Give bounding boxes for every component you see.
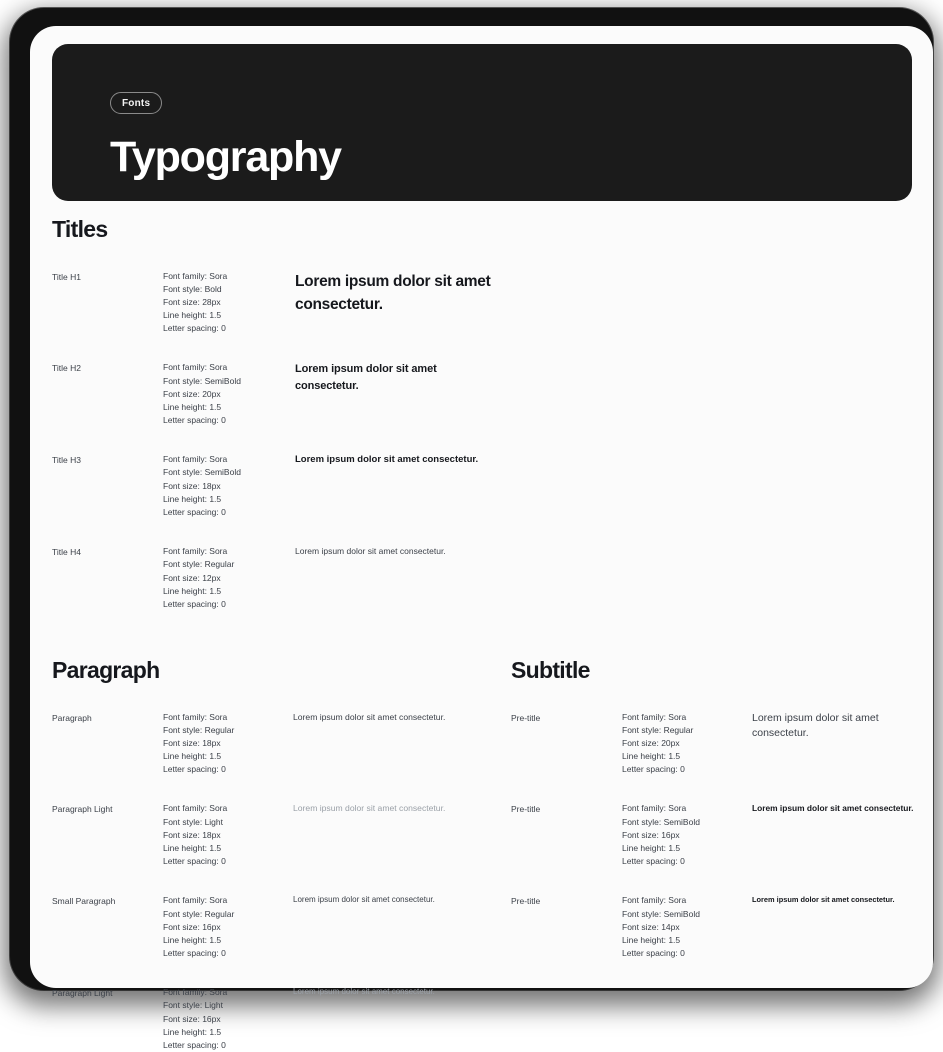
device-frame [10, 8, 933, 1050]
section-heading-paragraph: Paragraph [52, 657, 160, 684]
spec-letter-spacing: Letter spacing: 0 [622, 948, 685, 959]
table-row [511, 802, 933, 868]
spec-font-family: Font family: Sora [163, 270, 228, 281]
row-sample: Lorem ipsum dolor sit amet consectetur. [293, 987, 435, 997]
row-sample: Lorem ipsum dolor sit amet consectetur. [293, 895, 435, 905]
spec-font-style: Font style: SemiBold [163, 375, 241, 386]
spec-line-height: Line height: 1.5 [622, 934, 681, 945]
spec-line-height: Line height: 1.5 [163, 401, 222, 412]
spec-font-size: Font size: 12px [163, 572, 221, 583]
style-guide-page [30, 26, 933, 1050]
spec-line-height: Line height: 1.5 [163, 493, 222, 504]
spec-letter-spacing: Letter spacing: 0 [622, 856, 685, 867]
table-row [52, 894, 503, 960]
row-sample: Lorem ipsum dolor sit amet consectetur. [293, 803, 446, 814]
row-specs [622, 894, 752, 960]
row-sample: Lorem ipsum dolor sit amet consectetur. [295, 363, 437, 392]
table-row [52, 711, 503, 777]
table-row [52, 270, 933, 336]
content-area [30, 216, 933, 1052]
spec-letter-spacing: Letter spacing: 0 [163, 323, 226, 334]
spec-font-family: Font family: Sora [622, 803, 687, 814]
section-heading-subtitle: Subtitle [511, 657, 590, 684]
spec-font-size: Font size: 16px [163, 1013, 221, 1024]
spec-font-style: Font style: Regular [622, 724, 694, 735]
row-specs [622, 711, 752, 777]
spec-letter-spacing: Letter spacing: 0 [163, 415, 226, 426]
row-label: Paragraph Light [52, 988, 113, 999]
spec-font-style: Font style: SemiBold [622, 908, 700, 919]
table-row [52, 545, 933, 611]
section-titles [30, 216, 933, 611]
row-label: Paragraph Light [52, 804, 113, 815]
row-specs [163, 270, 295, 336]
spec-font-family: Font family: Sora [163, 546, 228, 557]
spec-line-height: Line height: 1.5 [622, 751, 681, 762]
spec-letter-spacing: Letter spacing: 0 [163, 598, 226, 609]
table-row [511, 711, 933, 777]
spec-line-height: Line height: 1.5 [163, 751, 222, 762]
row-sample: Lorem ipsum dolor sit amet consectetur. [752, 711, 879, 740]
spec-font-family: Font family: Sora [163, 454, 228, 465]
spec-font-style: Font style: Bold [163, 283, 222, 294]
spec-font-style: Font style: Regular [163, 559, 235, 570]
row-sample: Lorem ipsum dolor sit amet consectetur. [752, 895, 895, 905]
spec-font-size: Font size: 18px [163, 480, 221, 491]
row-label: Pre-title [511, 712, 541, 723]
spec-font-family: Font family: Sora [163, 711, 228, 722]
page-title: Typography [110, 133, 341, 181]
row-label: Pre-title [511, 896, 541, 907]
spec-letter-spacing: Letter spacing: 0 [163, 764, 226, 775]
spec-font-size: Font size: 18px [163, 829, 221, 840]
row-sample: Lorem ipsum dolor sit amet consectetur. [295, 272, 491, 313]
row-label: Pre-title [511, 804, 541, 815]
spec-font-size: Font size: 18px [163, 737, 221, 748]
spec-font-style: Font style: Regular [163, 724, 235, 735]
spec-font-size: Font size: 28px [163, 296, 221, 307]
row-specs [163, 802, 293, 868]
spec-font-style: Font style: SemiBold [622, 816, 700, 827]
row-specs [163, 453, 295, 519]
row-label: Paragraph [52, 712, 92, 723]
row-sample: Lorem ipsum dolor sit amet consectetur. [752, 803, 914, 814]
spec-font-style: Font style: Light [163, 1000, 224, 1011]
section-paragraph [52, 657, 503, 1052]
spec-line-height: Line height: 1.5 [163, 585, 222, 596]
spec-font-style: Font style: Light [163, 816, 224, 827]
spec-font-style: Font style: SemiBold [163, 467, 241, 478]
spec-font-family: Font family: Sora [622, 711, 687, 722]
spec-font-family: Font family: Sora [163, 987, 228, 998]
spec-line-height: Line height: 1.5 [163, 1026, 222, 1037]
row-label: Title H2 [52, 363, 81, 374]
row-specs [163, 361, 295, 427]
row-specs [163, 894, 293, 960]
fonts-badge[interactable]: Fonts [110, 92, 162, 114]
hero-header-card [52, 44, 912, 201]
row-specs [163, 711, 293, 777]
row-label: Small Paragraph [52, 896, 116, 907]
table-row [52, 453, 933, 519]
spec-font-size: Font size: 20px [622, 737, 680, 748]
spec-font-family: Font family: Sora [163, 362, 228, 373]
table-row [52, 986, 503, 1052]
row-specs [163, 545, 295, 611]
row-sample: Lorem ipsum dolor sit amet consectetur. [293, 711, 446, 722]
row-specs [622, 802, 752, 868]
spec-font-size: Font size: 14px [622, 921, 680, 932]
spec-font-size: Font size: 20px [163, 388, 221, 399]
section-subtitle [503, 657, 933, 1052]
row-label: Title H3 [52, 455, 81, 466]
spec-letter-spacing: Letter spacing: 0 [163, 1039, 226, 1050]
section-heading-titles: Titles [52, 216, 108, 242]
spec-line-height: Line height: 1.5 [163, 843, 222, 853]
spec-font-family: Font family: Sora [163, 803, 228, 814]
spec-line-height: Line height: 1.5 [163, 310, 222, 321]
row-specs [163, 986, 293, 1052]
spec-letter-spacing: Letter spacing: 0 [622, 764, 685, 775]
spec-font-size: Font size: 16px [163, 921, 221, 932]
spec-font-family: Font family: Sora [622, 895, 687, 906]
spec-font-size: Font size: 16px [622, 829, 680, 840]
spec-letter-spacing: Letter spacing: 0 [163, 856, 226, 867]
table-row [52, 802, 503, 868]
spec-letter-spacing: Letter spacing: 0 [163, 948, 226, 959]
lower-columns [30, 657, 933, 1052]
row-label: Title H1 [52, 271, 81, 282]
table-row [52, 361, 933, 427]
spec-line-height: Line height: 1.5 [622, 843, 681, 853]
spec-font-family: Font family: Sora [163, 895, 228, 906]
spec-letter-spacing: Letter spacing: 0 [163, 507, 226, 517]
spec-font-style: Font style: Regular [163, 908, 235, 919]
row-sample: Lorem ipsum dolor sit amet consectetur. [295, 546, 446, 557]
row-sample: Lorem ipsum dolor sit amet consectetur. [295, 454, 479, 466]
spec-line-height: Line height: 1.5 [163, 934, 222, 945]
table-row [511, 894, 933, 960]
row-label: Title H4 [52, 547, 81, 558]
